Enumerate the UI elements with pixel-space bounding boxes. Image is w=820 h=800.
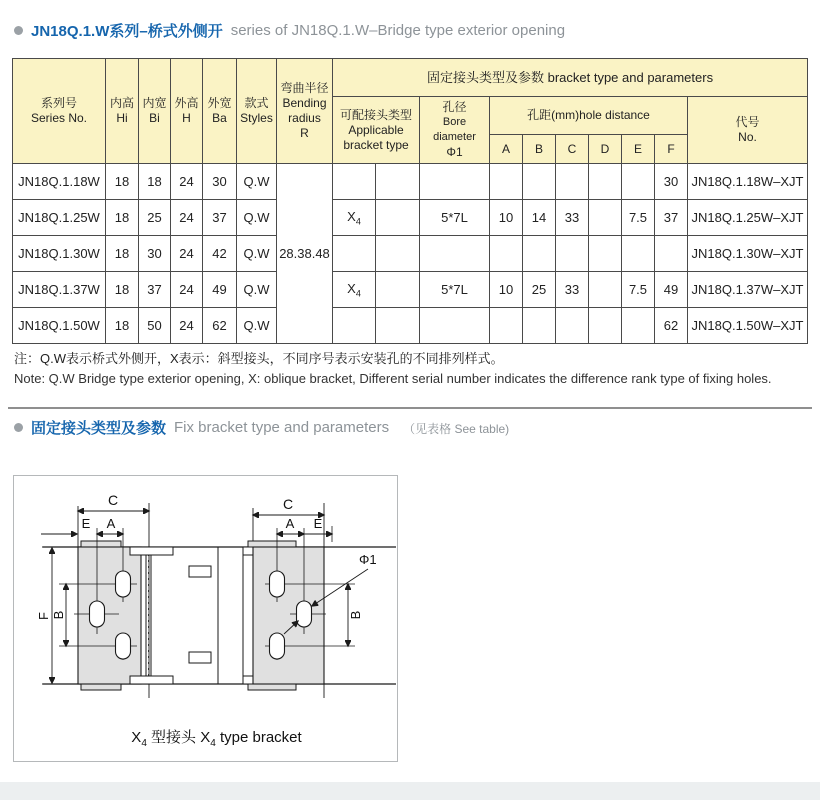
cell-d bbox=[589, 164, 622, 200]
dim-label-e-right: E bbox=[313, 516, 323, 531]
cell-hi: 18 bbox=[106, 236, 139, 272]
section2-title-en: Fix bracket type and parameters bbox=[174, 419, 390, 436]
col-header-styles bbox=[237, 59, 277, 164]
dim-label-b-right: B bbox=[348, 610, 363, 620]
bullet-icon bbox=[14, 423, 23, 432]
col-header-group-en: bracket type and parameters bbox=[547, 70, 714, 85]
cell-style: Q.W bbox=[237, 200, 277, 236]
dim-label-e-left: E bbox=[81, 516, 91, 531]
dim-label-a-right: A bbox=[285, 516, 295, 531]
section1-title-en: series of JN18Q.1.W–Bridge type exterior opening bbox=[230, 22, 566, 39]
col-header-F: F bbox=[655, 135, 688, 164]
cell-ba: 49 bbox=[203, 272, 237, 308]
cell-h: 24 bbox=[171, 236, 203, 272]
cell-c bbox=[556, 308, 589, 344]
cell-code: JN18Q.1.18W–XJT bbox=[688, 164, 808, 200]
col-header-code-zh: 代号 bbox=[735, 115, 760, 129]
bracket-x: X bbox=[347, 208, 356, 224]
cell-f bbox=[655, 236, 688, 272]
left-plate bbox=[78, 541, 141, 690]
table-row bbox=[13, 236, 808, 272]
caption-sub1: 4 bbox=[141, 738, 147, 749]
cell-series: JN18Q.1.37W bbox=[13, 272, 106, 308]
col-header-hole-distance bbox=[490, 97, 688, 135]
cell-code: JN18Q.1.37W–XJT bbox=[688, 272, 808, 308]
cell-e: 7.5 bbox=[622, 272, 655, 308]
col-header-applicable-bracket bbox=[333, 97, 420, 164]
cell-b bbox=[523, 236, 556, 272]
table-notes bbox=[14, 349, 772, 389]
col-header-bore-zh: 孔径 bbox=[442, 100, 467, 114]
cell-hi: 18 bbox=[106, 308, 139, 344]
col-header-styles-zh: 款式 bbox=[244, 96, 269, 110]
cell-c bbox=[556, 164, 589, 200]
col-header-bore-sym: Φ1 bbox=[446, 145, 463, 159]
cell-h: 24 bbox=[171, 164, 203, 200]
bracket-diagram bbox=[14, 476, 399, 721]
section-heading-bracket bbox=[14, 417, 509, 438]
table-row bbox=[13, 308, 808, 344]
bracket-diagram-box bbox=[13, 475, 398, 762]
col-header-hi-zh: 内高 bbox=[109, 96, 134, 110]
cell-c bbox=[556, 236, 589, 272]
cell-c: 33 bbox=[556, 272, 589, 308]
bracket-sub: 4 bbox=[355, 216, 361, 227]
col-header-hole-distance-label: 孔距(mm)hole distance bbox=[527, 108, 650, 122]
section2-title-zh: 固定接头类型及参数 bbox=[31, 420, 167, 437]
cell-h: 24 bbox=[171, 308, 203, 344]
cell-bi: 25 bbox=[139, 200, 171, 236]
cell-d bbox=[589, 236, 622, 272]
cell-style: Q.W bbox=[237, 164, 277, 200]
cell-bore: 5*7L bbox=[420, 272, 490, 308]
caption-tail: type bracket bbox=[215, 729, 302, 746]
cell-f: 37 bbox=[655, 200, 688, 236]
col-header-h bbox=[171, 59, 203, 164]
col-header-h-zh: 外高 bbox=[174, 96, 199, 110]
cell-code: JN18Q.1.30W–XJT bbox=[688, 236, 808, 272]
cell-bi: 50 bbox=[139, 308, 171, 344]
col-header-C: C bbox=[556, 135, 589, 164]
cell-bore bbox=[420, 164, 490, 200]
cell-hi: 18 bbox=[106, 200, 139, 236]
cell-e bbox=[622, 164, 655, 200]
cell-e: 7.5 bbox=[622, 200, 655, 236]
col-header-bend-en2: radius bbox=[288, 111, 321, 125]
cell-a bbox=[490, 164, 523, 200]
cell-series: JN18Q.1.18W bbox=[13, 164, 106, 200]
col-header-bi-en: Bi bbox=[149, 111, 160, 125]
cell-d bbox=[589, 272, 622, 308]
cell-bracket-2 bbox=[376, 308, 420, 344]
cell-bi: 18 bbox=[139, 164, 171, 200]
cell-bi: 30 bbox=[139, 236, 171, 272]
col-header-bore-diameter bbox=[420, 97, 490, 164]
section1-title-zh: JN18Q.1.W系列–桥式外侧开 bbox=[31, 23, 223, 40]
col-header-bi-zh: 内宽 bbox=[142, 96, 167, 110]
cell-b: 25 bbox=[523, 272, 556, 308]
note-en: Note: Q.W Bridge type exterior opening, X: oblique bracket, Different serial number indicates the difference rank type of fixing holes. bbox=[14, 371, 772, 386]
cell-a: 10 bbox=[490, 200, 523, 236]
cell-style: Q.W bbox=[237, 272, 277, 308]
cell-f: 30 bbox=[655, 164, 688, 200]
cell-hi: 18 bbox=[106, 164, 139, 200]
dim-label-c-left: C bbox=[107, 492, 119, 508]
cell-bending-radius: 28.38.48 bbox=[277, 164, 333, 344]
cell-ba: 62 bbox=[203, 308, 237, 344]
cell-style: Q.W bbox=[237, 308, 277, 344]
cell-bracket-2 bbox=[376, 200, 420, 236]
col-header-D: D bbox=[589, 135, 622, 164]
dim-label-a-left: A bbox=[106, 516, 116, 531]
col-header-bend-en1: Bending bbox=[282, 96, 327, 110]
section2-hint: （见表格 See table) bbox=[403, 422, 510, 436]
cell-style: Q.W bbox=[237, 236, 277, 272]
section-divider bbox=[8, 407, 812, 409]
cell-bracket bbox=[333, 164, 376, 200]
cell-d bbox=[589, 200, 622, 236]
cell-series: JN18Q.1.25W bbox=[13, 200, 106, 236]
col-header-styles-en: Styles bbox=[240, 111, 273, 125]
table-row bbox=[13, 164, 808, 200]
cell-bracket-2 bbox=[376, 236, 420, 272]
cell-ba: 37 bbox=[203, 200, 237, 236]
bracket-sub: 4 bbox=[355, 288, 361, 299]
cell-f: 49 bbox=[655, 272, 688, 308]
cell-hi: 18 bbox=[106, 272, 139, 308]
col-header-bending-radius bbox=[277, 59, 333, 164]
cell-code: JN18Q.1.50W–XJT bbox=[688, 308, 808, 344]
col-header-hi-en: Hi bbox=[116, 111, 128, 125]
col-header-bore-en: Bore diameter bbox=[433, 116, 476, 143]
caption-mid: 型接头 bbox=[146, 729, 201, 746]
col-header-applicable-en2: bracket type bbox=[343, 137, 409, 152]
dim-label-phi1: Φ1 bbox=[359, 552, 377, 567]
caption-x2: X bbox=[200, 729, 211, 746]
cell-bracket-2 bbox=[376, 164, 420, 200]
cell-e bbox=[622, 236, 655, 272]
cell-bracket-2 bbox=[376, 272, 420, 308]
col-header-A: A bbox=[490, 135, 523, 164]
col-header-code-en: No. bbox=[738, 130, 757, 144]
cell-e bbox=[622, 308, 655, 344]
cell-bore: 5*7L bbox=[420, 200, 490, 236]
cell-h: 24 bbox=[171, 200, 203, 236]
cell-series: JN18Q.1.50W bbox=[13, 308, 106, 344]
caption-x1: X bbox=[131, 729, 142, 746]
cell-bracket bbox=[333, 200, 376, 236]
cell-h: 24 bbox=[171, 272, 203, 308]
cell-a: 10 bbox=[490, 272, 523, 308]
col-header-ba-zh: 外宽 bbox=[207, 96, 232, 110]
col-header-applicable-en1: Applicable bbox=[348, 122, 404, 137]
footer-band bbox=[0, 782, 820, 800]
col-header-bend-en3: R bbox=[300, 126, 309, 140]
cell-a bbox=[490, 236, 523, 272]
dim-label-f: F bbox=[36, 612, 51, 620]
cell-code: JN18Q.1.25W–XJT bbox=[688, 200, 808, 236]
cell-f: 62 bbox=[655, 308, 688, 344]
dim-label-c-right: C bbox=[282, 496, 294, 512]
table-row bbox=[13, 200, 808, 236]
col-header-bi bbox=[139, 59, 171, 164]
note-zh: 注：Q.W表示桥式外侧开，X表示：斜型接头，不同序号表示安装孔的不同排列样式。 bbox=[14, 351, 504, 366]
diagram-caption bbox=[14, 726, 397, 749]
col-header-group-zh: 固定接头类型及参数 bbox=[426, 70, 544, 85]
cell-bracket bbox=[333, 272, 376, 308]
cell-b bbox=[523, 164, 556, 200]
col-header-E: E bbox=[622, 135, 655, 164]
cell-b bbox=[523, 308, 556, 344]
col-header-bracket-group bbox=[333, 59, 808, 97]
col-header-applicable-zh: 可配接头类型 bbox=[339, 107, 412, 122]
col-header-hi bbox=[106, 59, 139, 164]
cell-d bbox=[589, 308, 622, 344]
col-header-code bbox=[688, 97, 808, 164]
section-heading-series bbox=[14, 20, 565, 41]
cell-series: JN18Q.1.30W bbox=[13, 236, 106, 272]
col-header-bend-zh: 弯曲半径 bbox=[280, 81, 329, 95]
caption-sub2: 4 bbox=[210, 738, 216, 749]
cell-ba: 42 bbox=[203, 236, 237, 272]
table-row bbox=[13, 272, 808, 308]
col-header-ba bbox=[203, 59, 237, 164]
col-header-series-zh: 系列号 bbox=[40, 96, 77, 110]
cell-a bbox=[490, 308, 523, 344]
cell-b: 14 bbox=[523, 200, 556, 236]
col-header-B: B bbox=[523, 135, 556, 164]
col-header-series bbox=[13, 59, 106, 164]
spec-table bbox=[12, 58, 808, 344]
right-plate bbox=[248, 541, 324, 690]
cell-bore bbox=[420, 308, 490, 344]
bracket-x: X bbox=[347, 280, 356, 296]
bullet-icon bbox=[14, 26, 23, 35]
col-header-ba-en: Ba bbox=[212, 111, 227, 125]
cell-bore bbox=[420, 236, 490, 272]
col-header-series-en: Series No. bbox=[30, 111, 88, 125]
dim-label-b-left: B bbox=[51, 610, 66, 620]
cell-bracket bbox=[333, 236, 376, 272]
cell-bracket bbox=[333, 308, 376, 344]
cell-bi: 37 bbox=[139, 272, 171, 308]
cell-ba: 30 bbox=[203, 164, 237, 200]
cell-c: 33 bbox=[556, 200, 589, 236]
col-header-h-en: H bbox=[182, 111, 191, 125]
